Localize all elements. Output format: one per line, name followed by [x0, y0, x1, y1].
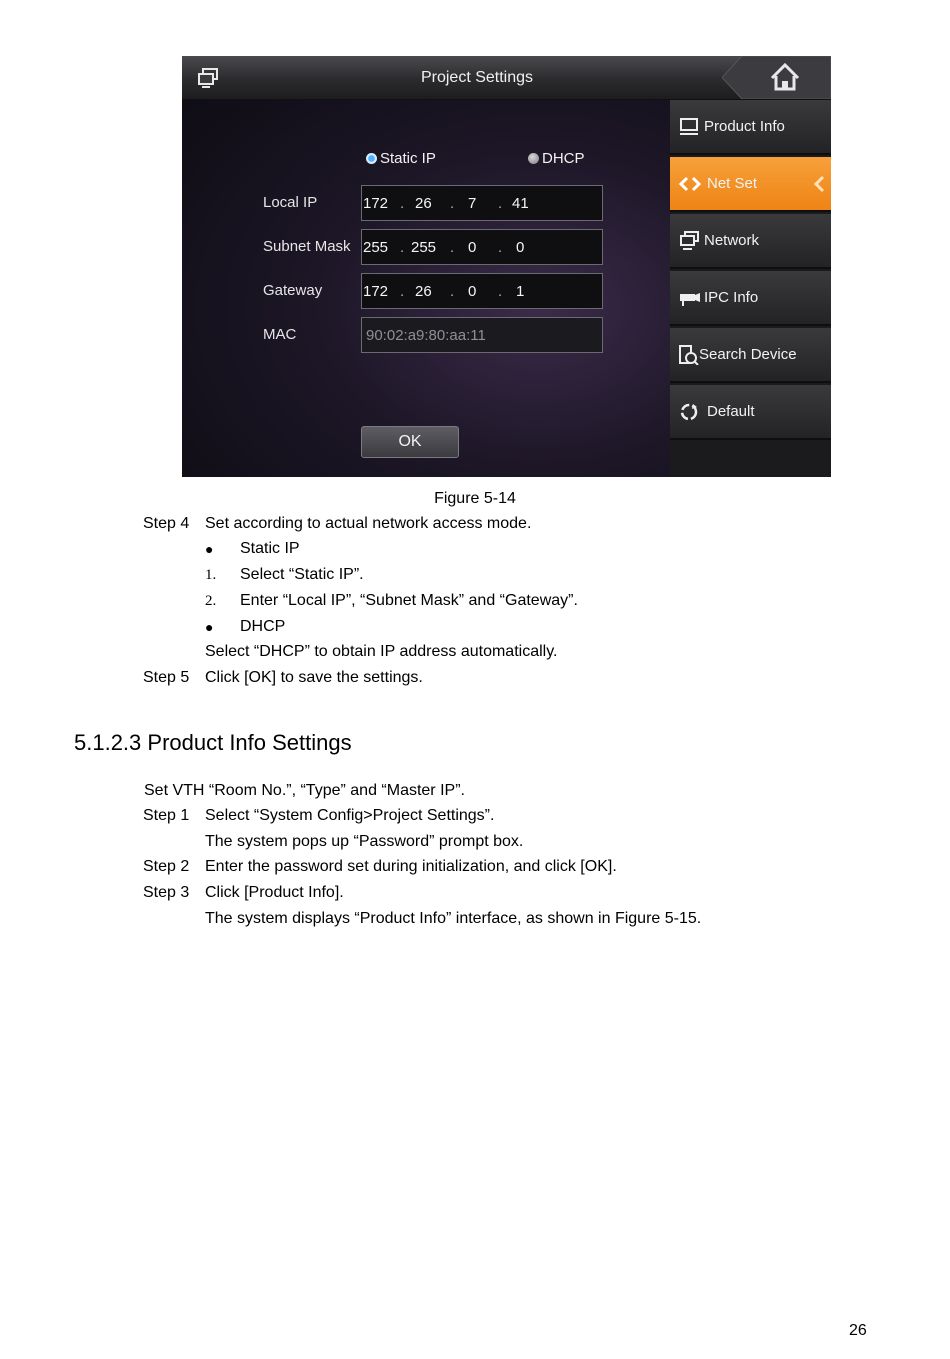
step-number: Step 5 — [143, 669, 190, 686]
gateway-label: Gateway — [263, 282, 323, 299]
list-item: Select “Static IP”. — [240, 566, 364, 583]
screen-title: Project Settings — [420, 69, 534, 86]
octet[interactable]: 26 — [415, 283, 432, 300]
home-button[interactable] — [722, 56, 831, 99]
separator: . — [400, 195, 405, 212]
recycle-icon — [679, 402, 701, 422]
step-result: The system displays “Product Info” interface, as shown in Figure 5-15. — [205, 910, 702, 927]
sidebar-item-label: Network — [704, 232, 760, 249]
octet[interactable]: 255 — [411, 239, 437, 256]
chevron-left-icon — [813, 174, 825, 194]
separator: . — [450, 239, 455, 256]
dhcp-radio[interactable] — [528, 150, 585, 167]
subnet-mask-label: Subnet Mask — [263, 238, 351, 255]
step-text: Click [Product Info]. — [205, 884, 344, 901]
code-arrows-icon — [679, 174, 701, 194]
separator: . — [450, 195, 455, 212]
sidebar-item-default[interactable] — [670, 385, 831, 440]
sidebar-item-search-device[interactable] — [670, 328, 831, 383]
mac-label: MAC — [263, 326, 297, 343]
step-text: Click [OK] to save the settings. — [205, 669, 423, 686]
step-number: Step 4 — [143, 515, 190, 532]
octet[interactable]: 0 — [516, 239, 525, 256]
octet[interactable]: 172 — [363, 195, 389, 212]
octet[interactable]: 26 — [415, 195, 432, 212]
separator: . — [498, 283, 503, 300]
sidebar-item-net-set[interactable] — [670, 157, 831, 212]
separator: . — [498, 195, 503, 212]
network-windows-icon — [679, 231, 701, 251]
camera-icon — [679, 288, 701, 308]
local-ip-input[interactable] — [361, 185, 603, 221]
list-item: Enter “Local IP”, “Subnet Mask” and “Gateway”. — [240, 592, 578, 609]
octet[interactable]: 255 — [363, 239, 389, 256]
step-text: Set according to actual network access mode. — [205, 515, 532, 532]
sidebar-item-label: Default — [707, 403, 755, 420]
sidebar-item-label: IPC Info — [704, 289, 759, 306]
sidebar-item-network[interactable] — [670, 214, 831, 269]
bullet-icon: ● — [205, 619, 214, 635]
radio-selected-icon — [366, 153, 377, 164]
section-heading: 5.1.2.3 Product Info Settings — [74, 730, 352, 755]
separator: . — [400, 283, 405, 300]
step-number: Step 3 — [143, 884, 190, 901]
list-number: 2. — [205, 593, 217, 609]
octet[interactable]: 1 — [516, 283, 525, 300]
octet[interactable]: 0 — [468, 283, 477, 300]
separator: . — [450, 283, 455, 300]
octet[interactable]: 7 — [468, 195, 477, 212]
step-text: Enter the password set during initialization, and click [OK]. — [205, 858, 617, 875]
section-intro: Set VTH “Room No.”, “Type” and “Master IP”. — [144, 782, 465, 799]
step-text: Select “System Config>Project Settings”. — [205, 807, 495, 824]
sidebar-item-label: Net Set — [707, 175, 758, 192]
step-number: Step 1 — [143, 807, 190, 824]
option-static-ip: Static IP — [240, 540, 300, 557]
dhcp-description: Select “DHCP” to obtain IP address automatically. — [205, 643, 558, 660]
sidebar-item-product-info[interactable] — [670, 100, 831, 155]
gateway-input[interactable] — [361, 273, 603, 309]
sidebar-item-ipc-info[interactable] — [670, 271, 831, 326]
list-number: 1. — [205, 567, 217, 583]
static-ip-radio[interactable] — [366, 150, 436, 167]
page-number: 26 — [849, 1322, 867, 1339]
step-number: Step 2 — [143, 858, 190, 875]
separator: . — [498, 239, 503, 256]
ok-button[interactable]: OK — [361, 426, 459, 458]
monitor-icon — [679, 117, 701, 137]
title-bar — [182, 56, 831, 100]
dhcp-label: DHCP — [542, 150, 585, 167]
step-result: The system pops up “Password” prompt box. — [205, 833, 524, 850]
separator: . — [400, 239, 405, 256]
octet[interactable]: 0 — [468, 239, 477, 256]
option-dhcp: DHCP — [240, 618, 286, 635]
bullet-icon: ● — [205, 541, 214, 557]
local-ip-label: Local IP — [263, 194, 318, 211]
subnet-mask-input[interactable] — [361, 229, 603, 265]
static-ip-label: Static IP — [380, 150, 436, 167]
sidebar-item-label: Search Device — [699, 346, 797, 363]
octet[interactable]: 41 — [512, 195, 529, 212]
search-device-icon — [678, 345, 700, 365]
figure-caption: Figure 5-14 — [434, 490, 516, 507]
sidebar-menu — [670, 100, 831, 477]
project-settings-screen — [182, 56, 831, 477]
octet[interactable]: 172 — [363, 283, 389, 300]
sidebar-item-label: Product Info — [704, 118, 785, 135]
radio-unselected-icon — [528, 153, 539, 164]
mac-field: 90:02:a9:80:aa:11 — [361, 317, 603, 353]
